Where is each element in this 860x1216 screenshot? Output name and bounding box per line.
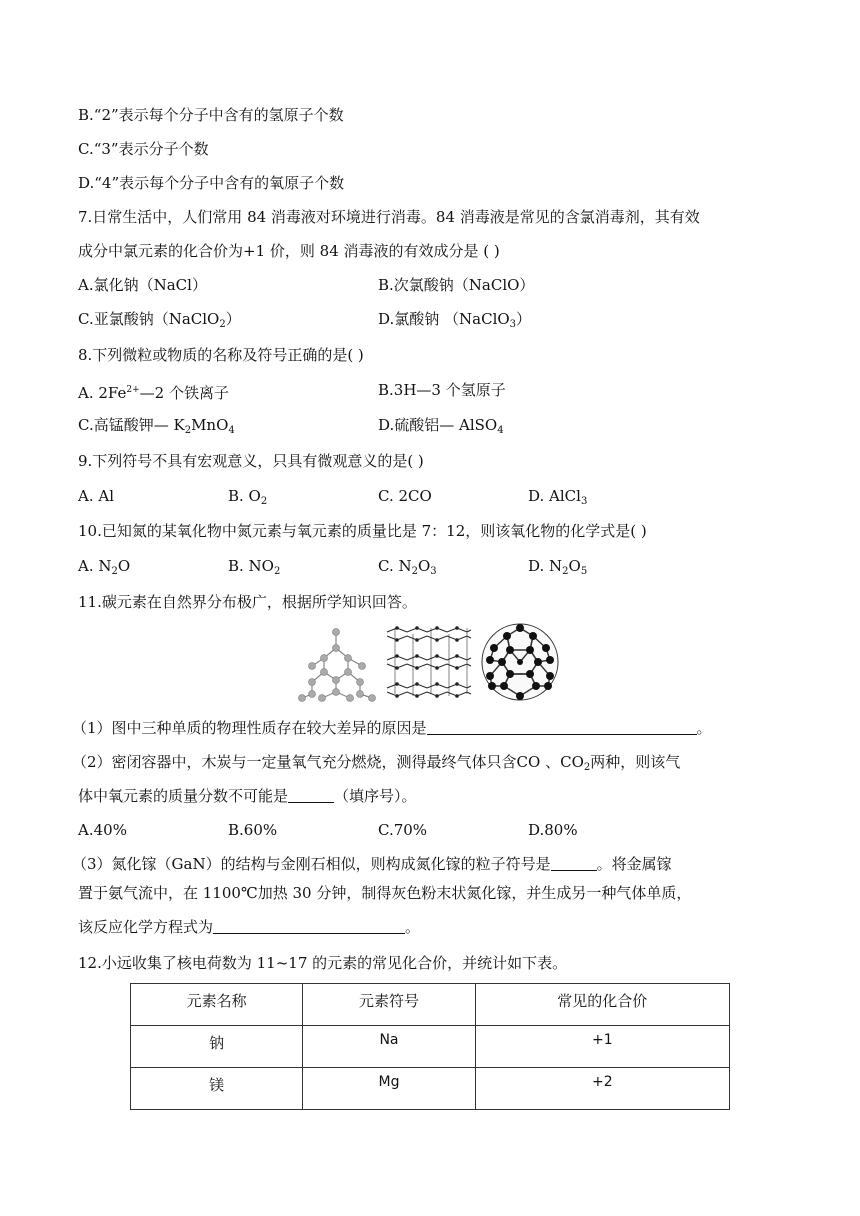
q10-option-b: B. $NO_2$ (228, 557, 281, 577)
q8-option-b: B.3H—3 个氢原子 (378, 381, 506, 399)
q10-stem: 10.已知氮的某氧化物中氮元素与氧元素的质量比是 7：12，则该氧化物的化学式是( ) (78, 522, 647, 540)
q11-option-a: A.40% (78, 821, 127, 839)
header-element-name: 元素名称 (131, 984, 303, 1026)
table-row (131, 1026, 730, 1068)
q8-option-d: D.硫酸铝— AlSO$_4$ (378, 416, 504, 436)
q12-stem: 12.小远收集了核电荷数为 11~17 的元素的常见化合价，并统计如下表。 (78, 954, 568, 972)
q7-option-a: A.氯化钠（NaCl） (78, 276, 207, 294)
cell-element-name: 钠 (131, 1026, 303, 1068)
q11-part2-answer-blank[interactable] (288, 788, 334, 803)
q6-option-d: D.“4”表示每个分子中含有的氧原子个数 (78, 174, 345, 192)
q11-part2-line1: （2）密闭容器中，木炭与一定量氧气充分燃烧，测得最终气体只含CO 、$CO_2$两种，则该气 (72, 753, 681, 773)
q8-option-c: C.高锰酸钾— $K_2MnO_4$ (78, 416, 235, 436)
q11-part1-answer-blank[interactable] (427, 720, 697, 735)
header-valence: 常见的化合价 (475, 984, 729, 1026)
q8-option-a: A. $2Fe^{2+}—2$ 个铁离子 (78, 384, 229, 402)
table-row (131, 1068, 730, 1110)
diamond-structure-figure (296, 626, 376, 702)
q10-option-c: C. $N_2O_3$ (378, 557, 437, 577)
cell-element-name: 镁 (131, 1068, 303, 1110)
q11-part3-answer-blank[interactable] (551, 856, 597, 871)
q9-stem: 9.下列符号不具有宏观意义，只具有微观意义的是( ) (78, 452, 424, 470)
q9-option-b: B. $O_2$ (228, 487, 268, 507)
q9-option-a: A. Al (78, 487, 114, 505)
q7-option-d: D.氯酸钠 （NaClO$_3$） (378, 310, 532, 330)
q7-option-b: B.次氯酸钠（NaClO） (378, 276, 535, 294)
q11-option-b: B.60% (228, 821, 278, 839)
q11-part2-line2: 体中氧元素的质量分数不可能是 （填序号）。 (78, 787, 417, 805)
q11-part3-equation-blank[interactable] (213, 919, 405, 934)
q11-part1: （1）图中三种单质的物理性质存在较大差异的原因是 。 (72, 719, 712, 737)
q7-stem-line2: 成分中氯元素的化合价为+1 价，则 84 消毒液的有效成分是 ( ) (78, 242, 500, 260)
header-element-symbol: 元素符号 (303, 984, 475, 1026)
cell-valence: +1 (475, 1026, 729, 1068)
q7-stem-line1: 7.日常生活中，人们常用 84 消毒液对环境进行消毒。84 消毒液是常见的含氯消毒剂，其有效 (78, 208, 700, 226)
q7-option-c: C.亚氯酸钠（NaClO$_2$） (78, 310, 241, 330)
element-valence-table (130, 983, 730, 1110)
q11-part3-line1: （3）氮化镓（GaN）的结构与金刚石相似，则构成氮化镓的粒子符号是 。将金属镓 (72, 855, 672, 873)
q11-option-c: C.70% (378, 821, 428, 839)
table-header-row (131, 984, 730, 1026)
cell-element-symbol: Na (303, 1026, 475, 1068)
q11-stem: 11.碳元素在自然界分布极广，根据所学知识回答。 (78, 593, 417, 611)
q8-stem: 8.下列微粒或物质的名称及符号正确的是( ) (78, 346, 364, 364)
q11-part3-line2: 置于氨气流中，在 1100℃加热 30 分钟，制得灰色粉末状氮化镓，并生成另一种气体单质， (78, 884, 692, 902)
cell-valence: +2 (475, 1068, 729, 1110)
q11-option-d: D.80% (528, 821, 578, 839)
q6-option-c: C.“3”表示分子个数 (78, 140, 209, 158)
q9-option-d: D. AlCl$_3$ (528, 487, 588, 507)
q9-option-c: C. 2CO (378, 487, 432, 505)
q10-option-a: A. $N_2O$ (78, 557, 131, 577)
q11-part3-line3: 该反应化学方程式为 。 (78, 918, 421, 936)
cell-element-symbol: Mg (303, 1068, 475, 1110)
graphite-structure-figure (383, 624, 475, 700)
q10-option-d: D. $N_2O_5$ (528, 557, 588, 577)
q6-option-b: B.“2”表示每个分子中含有的氢原子个数 (78, 106, 344, 124)
c60-fullerene-figure (478, 620, 562, 704)
